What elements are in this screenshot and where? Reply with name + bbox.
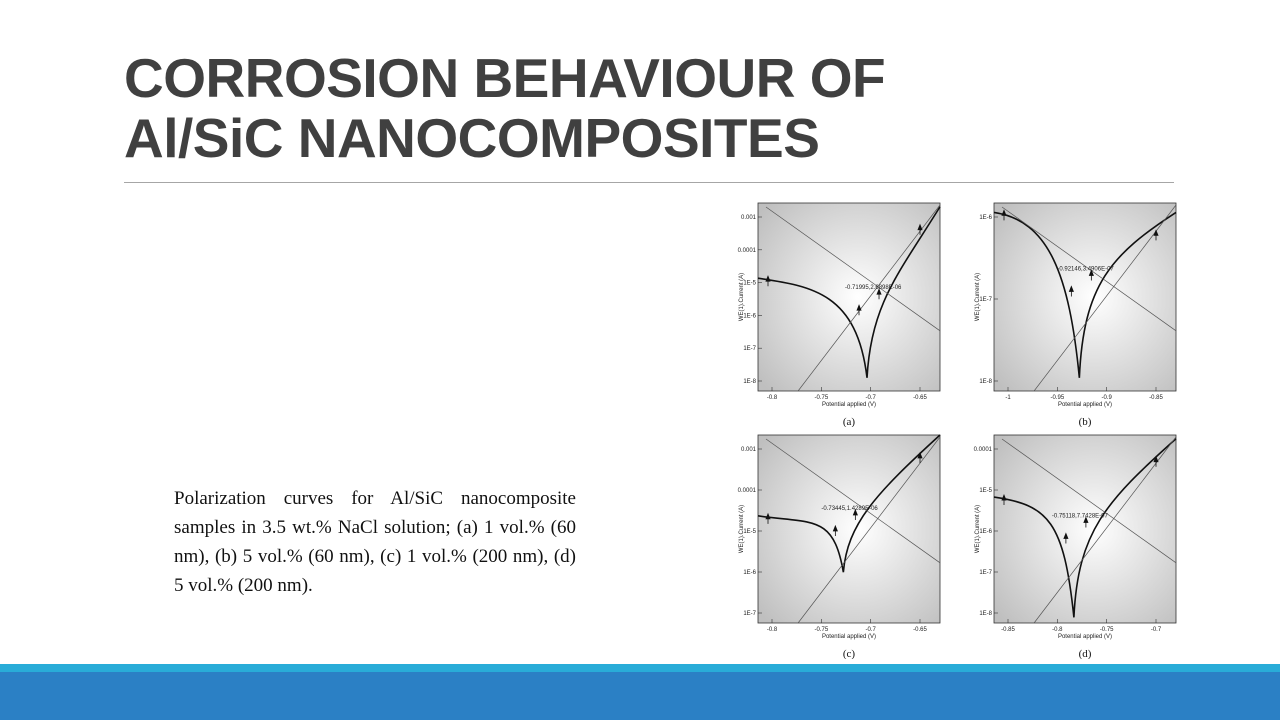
panel-label: (c) [842, 648, 856, 659]
x-tick-label: -0.65 [913, 395, 927, 401]
y-axis-title: WE(1).Current (A) [975, 272, 981, 322]
panel-d [970, 427, 1180, 659]
title-divider [124, 182, 1174, 183]
polarization-figure [734, 195, 1174, 660]
panel-c [734, 427, 944, 659]
y-tick-label: 1E-6 [979, 215, 992, 221]
footer-accent-bar [0, 664, 1280, 672]
y-tick-label: 1E-5 [743, 280, 756, 287]
panel-a [734, 195, 944, 427]
x-tick-label: -0.8 [1052, 627, 1063, 633]
corrosion-point-label: -0.75118,7.7428E-07 [1051, 513, 1108, 520]
x-tick-label: -0.7 [865, 627, 876, 633]
y-tick-label: 1E-5 [979, 488, 992, 494]
x-axis-title: Potential applied (V) [1057, 634, 1113, 640]
panel-label: (b) [1078, 416, 1092, 427]
plot-area [758, 435, 940, 623]
x-tick-label: -0.75 [1099, 627, 1114, 633]
y-axis-title: WE(1).Current (A) [739, 272, 745, 322]
panel-b [970, 195, 1180, 427]
y-tick-label: 0.001 [740, 447, 756, 453]
y-tick-label: 0.0001 [973, 447, 992, 453]
x-tick-label: -0.7 [865, 395, 876, 401]
y-tick-label: 0.0001 [737, 488, 756, 494]
y-tick-label: 1E-7 [979, 297, 992, 303]
y-tick-label: 1E-8 [979, 611, 992, 617]
x-tick-label: -0.8 [766, 627, 778, 633]
x-axis-title: Potential applied (V) [1057, 402, 1113, 408]
y-tick-label: 1E-6 [743, 570, 756, 576]
y-tick-label: 1E-7 [979, 570, 992, 576]
y-tick-label: 1E-8 [979, 379, 992, 385]
slide-title [124, 48, 1174, 168]
y-tick-label: 1E-6 [979, 529, 992, 535]
x-tick-label: -0.65 [913, 627, 927, 633]
y-tick-label: 0.001 [740, 215, 756, 221]
x-tick-label: -0.85 [1149, 395, 1163, 401]
y-tick-label: 1E-5 [743, 529, 756, 535]
x-tick-label: -0.95 [1050, 395, 1065, 401]
slide-title-line-2: Al/SiC NANOCOMPOSITES [124, 107, 820, 169]
slide-title-line-1: CORROSION BEHAVIOUR OF [124, 47, 886, 109]
x-tick-label: -0.75 [814, 627, 829, 633]
footer-bar [0, 672, 1280, 720]
x-tick-label: -0.85 [1001, 627, 1015, 633]
y-tick-label: 1E-6 [743, 313, 756, 320]
panel-label: (a) [842, 416, 856, 427]
x-axis-title: Potential applied (V) [821, 634, 877, 640]
y-axis-title: WE(1).Current (A) [975, 504, 981, 554]
y-tick-label: 1E-7 [743, 346, 756, 353]
x-axis-title: Potential applied (V) [821, 402, 877, 408]
polarization-chart [970, 195, 1180, 427]
corrosion-point-label: -0.71995,2.6898E-06 [845, 285, 902, 292]
x-tick-label: -1 [1005, 395, 1011, 401]
y-axis-title: WE(1).Current (A) [739, 504, 745, 554]
corrosion-point-label: -0.73445,1.4289E-06 [821, 505, 878, 512]
y-tick-label: 1E-8 [743, 379, 756, 385]
x-tick-label: -0.9 [1101, 395, 1112, 401]
panel-label: (d) [1078, 648, 1092, 659]
polarization-chart [970, 427, 1180, 659]
polarization-chart [734, 195, 944, 427]
x-tick-label: -0.7 [1150, 627, 1162, 633]
x-tick-label: -0.8 [766, 395, 778, 401]
figure-caption: Polarization curves for Al/SiC nanocomposite samples in 3.5 wt.% NaCl solution; (a) 1 vol.% (60 nm), (b) 5 vol.% (60 nm), (c) 1 vol.% (200 nm), (d) 5 vol.% (200 nm). [174, 488, 576, 596]
y-tick-label: 0.0001 [737, 247, 756, 254]
x-tick-label: -0.75 [814, 395, 829, 401]
corrosion-point-label: -0.92146,3.4906E-07 [1057, 266, 1114, 273]
y-tick-label: 1E-7 [743, 611, 756, 617]
polarization-chart [734, 427, 944, 659]
plot-area [758, 203, 940, 391]
